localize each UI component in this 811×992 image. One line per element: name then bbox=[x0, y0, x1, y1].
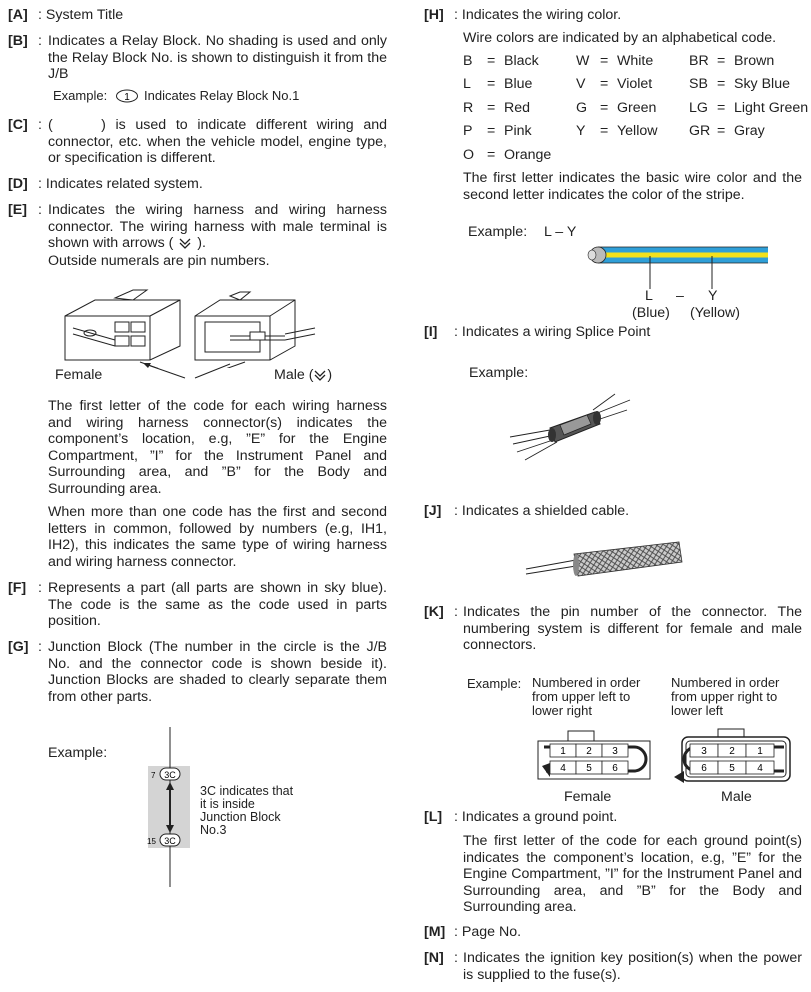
splice-example-label: Example: bbox=[469, 365, 529, 381]
female-pin: 2 bbox=[586, 746, 592, 757]
label-c: [C] bbox=[8, 117, 28, 133]
pin-example-label: Example: bbox=[467, 676, 522, 691]
female-pin: 6 bbox=[612, 763, 618, 774]
wire-example-code: L – Y bbox=[544, 224, 577, 240]
label-f: [F] bbox=[8, 580, 27, 596]
female-pin: 1 bbox=[560, 746, 566, 757]
wire-blue-label: (Blue) bbox=[632, 305, 670, 321]
wire-l-code: L bbox=[645, 288, 653, 304]
color-row bbox=[463, 123, 808, 146]
color-name: Red bbox=[504, 99, 531, 116]
male-arrow-icon bbox=[313, 369, 327, 381]
harness-numbering-para: When more than one code has the first and second letters in common, followed by numbers (e.g, IH1, IH2), this indicates the same type of wiring harness and wiring harness connector. bbox=[48, 504, 387, 570]
equals: = bbox=[487, 123, 496, 140]
color-code: O bbox=[463, 146, 475, 163]
male-pin: 6 bbox=[701, 763, 707, 774]
wire-illustration bbox=[586, 243, 771, 293]
colon: : bbox=[38, 639, 42, 655]
male-label-end: ) bbox=[327, 367, 333, 383]
connector-illustration bbox=[55, 288, 355, 368]
junction-block-desc: Junction Block (The number in the circle is the J/B No. and the connector code is shown beside it). Junction Blocks are shaded to clearly separate them from other parts. bbox=[48, 639, 387, 705]
harness-code-para: The first letter of the code for each wiring harness and wiring harness connector(s) indicates the component’s location, e.g, ”E” for the Engine Compartment, ”I” for the Instrument Panel and Surrounding area, and ”B” for the Body and Surrounding area. bbox=[48, 398, 387, 497]
jb-code-bottom: 3C bbox=[164, 836, 176, 846]
relay-block-desc: Indicates a Relay Block. No shading is used and only the Relay Block No. is shown to distinguish it from the J/B bbox=[48, 33, 387, 82]
label-a: [A] bbox=[8, 7, 28, 23]
female-pin: 4 bbox=[560, 763, 566, 774]
color-name: Brown bbox=[734, 53, 775, 69]
male-label-text: Male ( bbox=[274, 367, 314, 383]
male-label bbox=[274, 367, 332, 384]
color-code: R bbox=[463, 99, 474, 116]
color-row bbox=[463, 100, 808, 123]
label-m: [M] bbox=[424, 924, 446, 940]
label-g: [G] bbox=[8, 639, 29, 655]
equals: = bbox=[717, 76, 726, 93]
ignition-desc: Indicates the ignition key position(s) when the power is supplied to the fuse(s). bbox=[463, 950, 802, 983]
colon: : bbox=[38, 33, 42, 49]
color-name: White bbox=[617, 53, 654, 69]
color-code-table bbox=[463, 53, 808, 170]
color-code: V bbox=[576, 76, 586, 93]
equals: = bbox=[487, 146, 496, 163]
wire-yellow-label: (Yellow) bbox=[690, 305, 740, 321]
jb-pin-bottom: 15 bbox=[147, 837, 156, 846]
ground-code-para: The first letter of the code for each ground point(s) indicates the component’s location, e.g, ”E” for the Engine Compartment, ”I” for the Instrument Panel and Surrounding area, and ”B” for the Body and Surrounding area. bbox=[463, 833, 802, 915]
color-code: LG bbox=[689, 99, 708, 116]
wiring-color-subtext: Wire colors are indicated by an alphabetical code. bbox=[463, 30, 777, 46]
male-arrow-icon bbox=[177, 237, 193, 249]
variation-desc: ( ) is used to indicate different wiring and connector, etc. when the vehicle model, engine type, or specification is different. bbox=[48, 117, 387, 166]
pin-number-desc: Indicates the pin number of the connector. The numbering system is different for female and male connectors. bbox=[463, 604, 802, 653]
wire-y-code: Y bbox=[708, 288, 718, 304]
relay-number: 1 bbox=[124, 92, 130, 103]
wire-dash: – bbox=[676, 288, 684, 304]
colon: : bbox=[38, 117, 42, 133]
relay-number-circle bbox=[115, 89, 139, 103]
color-code: Y bbox=[576, 123, 586, 140]
wire-example-label: Example: bbox=[468, 224, 528, 240]
color-code: W bbox=[576, 53, 590, 69]
label-i: [I] bbox=[424, 324, 438, 340]
equals: = bbox=[600, 76, 609, 93]
colon: : bbox=[38, 202, 42, 218]
female-pin-diagram bbox=[530, 727, 662, 787]
ground-point-desc: : Indicates a ground point. bbox=[454, 809, 618, 825]
label-k: [K] bbox=[424, 604, 444, 620]
color-row bbox=[463, 147, 808, 170]
pin-numbers-note: Outside numerals are pin numbers. bbox=[48, 253, 270, 269]
direction-arrows bbox=[135, 358, 235, 384]
female-label: Female bbox=[55, 367, 103, 383]
color-name: Light Green bbox=[734, 99, 809, 116]
male-pin: 5 bbox=[729, 763, 735, 774]
equals: = bbox=[717, 53, 726, 69]
junction-block-diagram bbox=[145, 727, 195, 887]
color-code: GR bbox=[689, 123, 711, 140]
jb-example-label: Example: bbox=[48, 745, 108, 761]
jb-pin-top: 7 bbox=[151, 771, 156, 780]
male-numbering-note: Numbered in order from upper right to lower left bbox=[671, 675, 780, 718]
color-row bbox=[463, 76, 808, 99]
male-pin: 2 bbox=[729, 746, 735, 757]
equals: = bbox=[717, 123, 726, 140]
color-name: Orange bbox=[504, 146, 552, 163]
label-e: [E] bbox=[8, 202, 27, 218]
male-pin: 4 bbox=[757, 763, 763, 774]
label-b: [B] bbox=[8, 33, 28, 49]
equals: = bbox=[600, 99, 609, 116]
colon: : bbox=[454, 950, 458, 966]
color-code: G bbox=[576, 99, 588, 116]
female-pin-label: Female bbox=[564, 789, 612, 805]
shielded-cable-desc: : Indicates a shielded cable. bbox=[454, 503, 630, 519]
color-name: Blue bbox=[504, 76, 533, 93]
jb-note: 3C indicates that it is inside Junction Block No.3 bbox=[200, 784, 294, 837]
label-l: [L] bbox=[424, 809, 443, 825]
equals: = bbox=[717, 99, 726, 116]
page-no-desc: : Page No. bbox=[454, 924, 522, 940]
equals: = bbox=[487, 76, 496, 93]
part-desc: Represents a part (all parts are shown in sky blue). The code is the same as the code used in parts position. bbox=[48, 580, 387, 629]
label-j: [J] bbox=[424, 503, 442, 519]
jb-code-top: 3C bbox=[164, 770, 176, 780]
equals: = bbox=[600, 123, 609, 140]
female-numbering-note: Numbered in order from upper left to lower right bbox=[532, 675, 641, 718]
color-code: BR bbox=[689, 53, 709, 69]
female-pin: 5 bbox=[586, 763, 592, 774]
male-pin: 1 bbox=[757, 746, 763, 757]
color-code: P bbox=[463, 123, 473, 140]
related-system-desc: : Indicates related system. bbox=[38, 176, 203, 192]
harness-desc-text: Indicates the wiring harness and wiring harness connector. The wiring harness with male terminal is shown with arrows ( bbox=[48, 202, 387, 251]
color-name: Gray bbox=[734, 123, 765, 140]
male-pin: 3 bbox=[701, 746, 707, 757]
color-code: SB bbox=[689, 76, 708, 93]
male-pin-label: Male bbox=[721, 789, 752, 805]
wire-color-para: The first letter indicates the basic wire color and the second letter indicates the color of the stripe. bbox=[463, 170, 802, 203]
color-name: Green bbox=[617, 99, 657, 116]
color-row bbox=[463, 53, 808, 76]
color-name: Yellow bbox=[617, 123, 658, 140]
label-n: [N] bbox=[424, 950, 444, 966]
relay-example-text: Indicates Relay Block No.1 bbox=[144, 88, 300, 103]
label-h: [H] bbox=[424, 7, 444, 23]
colon: : bbox=[38, 580, 42, 596]
color-name: Sky Blue bbox=[734, 76, 790, 93]
harness-desc-end: ). bbox=[197, 235, 206, 251]
male-pin-diagram bbox=[672, 727, 804, 787]
wiring-color-desc: : Indicates the wiring color. bbox=[454, 7, 622, 23]
splice-illustration bbox=[505, 392, 635, 467]
female-pin: 3 bbox=[612, 746, 618, 757]
color-name: Pink bbox=[504, 123, 532, 140]
relay-example-label: Example: bbox=[53, 88, 108, 103]
color-code: B bbox=[463, 53, 473, 69]
harness-desc bbox=[48, 202, 387, 252]
color-name: Black bbox=[504, 53, 539, 69]
equals: = bbox=[487, 99, 496, 116]
system-title-desc: : System Title bbox=[38, 7, 124, 23]
colon: : bbox=[454, 604, 458, 620]
equals: = bbox=[487, 53, 496, 69]
label-d: [D] bbox=[8, 176, 28, 192]
color-name: Violet bbox=[617, 76, 653, 93]
color-code: L bbox=[463, 76, 471, 93]
shielded-cable-illustration bbox=[524, 540, 684, 580]
splice-desc: : Indicates a wiring Splice Point bbox=[454, 324, 651, 340]
equals: = bbox=[600, 53, 609, 69]
